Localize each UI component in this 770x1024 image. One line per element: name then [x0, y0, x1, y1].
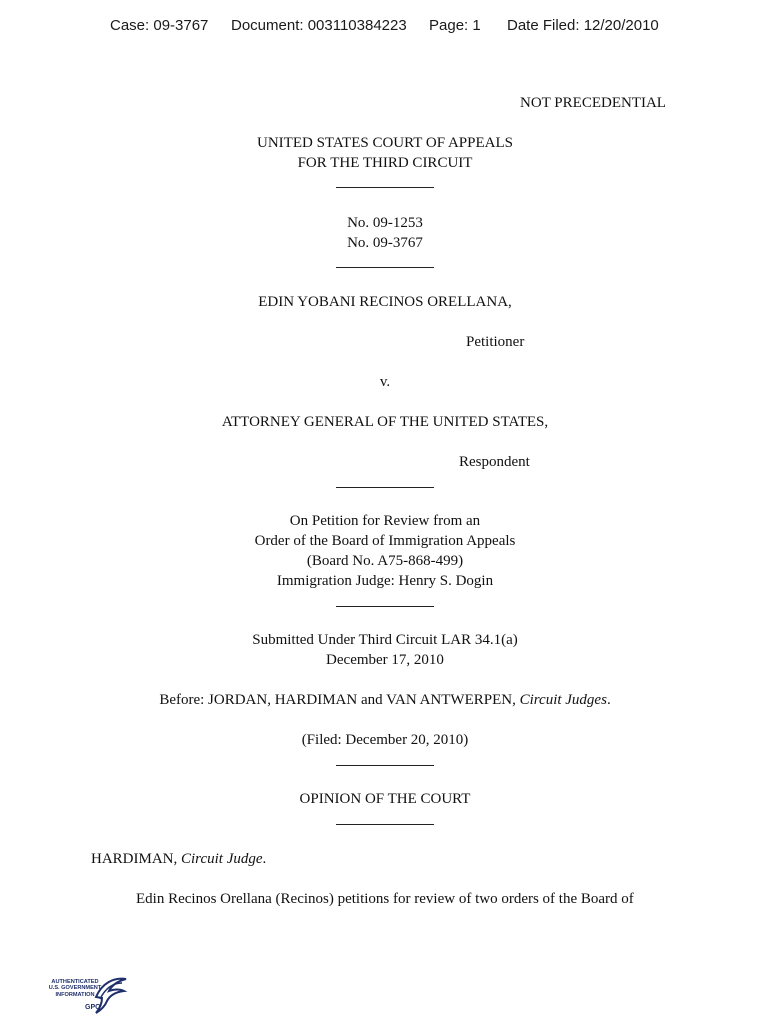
- separator-rule: [336, 187, 434, 188]
- opinion-title: OPINION OF THE COURT: [299, 791, 471, 807]
- opinion-first-paragraph: Edin Recinos Orellana (Recinos) petitions for review of two orders of the Board of: [136, 891, 634, 907]
- filed-date: (Filed: December 20, 2010): [301, 732, 469, 748]
- header-case-number: Case: 09-3767: [110, 17, 209, 34]
- respondent-role: Respondent: [459, 454, 530, 470]
- petition-line-1: On Petition for Review from an: [289, 513, 481, 529]
- gpo-authenticated-logo: [44, 975, 134, 1017]
- header-page-number: Page: 1: [429, 17, 481, 34]
- docket-number-1: No. 09-1253: [347, 215, 423, 231]
- docket-number-2: No. 09-3767: [347, 235, 423, 251]
- petition-line-2: Order of the Board of Immigration Appeals: [254, 533, 516, 549]
- opinion-author: [91, 849, 266, 869]
- separator-rule: [336, 765, 434, 766]
- panel-judges-names: Before: JORDAN, HARDIMAN and VAN ANTWERPEN,: [159, 692, 520, 708]
- separator-rule: [336, 487, 434, 488]
- logo-text: AUTHENTICATED U.S. GOVERNMENT INFORMATION: [48, 979, 102, 998]
- court-name-line1: UNITED STATES COURT OF APPEALS: [257, 135, 513, 151]
- petitioner-name: EDIN YOBANI RECINOS ORELLANA,: [258, 294, 512, 310]
- separator-rule: [336, 824, 434, 825]
- petition-line-4: Immigration Judge: Henry S. Dogin: [276, 573, 494, 589]
- header-date-filed: Date Filed: 12/20/2010: [507, 17, 659, 34]
- court-name-line2: FOR THE THIRD CIRCUIT: [297, 155, 473, 171]
- versus-label: v.: [379, 374, 391, 390]
- author-name: HARDIMAN,: [91, 851, 181, 867]
- precedential-status: NOT PRECEDENTIAL: [520, 95, 666, 111]
- panel-judges: [0, 690, 770, 710]
- respondent-name: ATTORNEY GENERAL OF THE UNITED STATES,: [221, 414, 549, 430]
- author-period: .: [262, 851, 267, 867]
- header-document-number: Document: 003110384223: [231, 17, 407, 34]
- petitioner-role: Petitioner: [466, 334, 525, 350]
- panel-judges-period: .: [606, 692, 611, 708]
- author-title: Circuit Judge: [181, 851, 263, 867]
- panel-judges-title: Circuit Judges: [519, 692, 607, 708]
- submitted-line-1: Submitted Under Third Circuit LAR 34.1(a): [252, 632, 518, 648]
- submitted-date: December 17, 2010: [326, 652, 444, 668]
- logo-gpo-text: GPO: [85, 1004, 101, 1011]
- petition-line-3: (Board No. A75-868-499): [306, 553, 464, 569]
- separator-rule: [336, 606, 434, 607]
- separator-rule: [336, 267, 434, 268]
